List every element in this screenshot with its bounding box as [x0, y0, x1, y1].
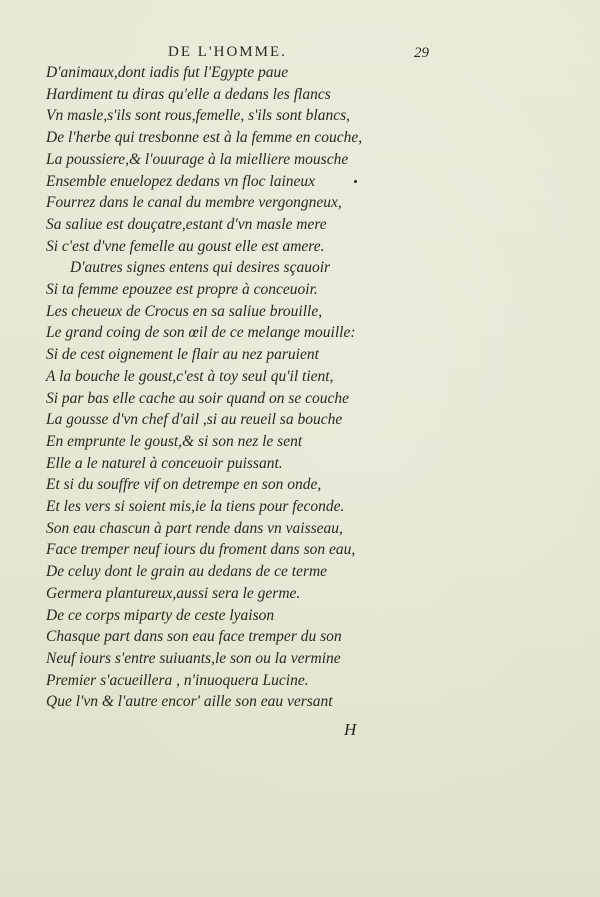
verse-line: D'autres signes entens qui desires sçauoir — [70, 259, 331, 277]
verse-line: A la bouche le goust,c'est à toy seul qu'il tient, — [46, 367, 334, 385]
verse-line: La gousse d'vn chef d'ail ,si au reueil sa bouche — [46, 411, 343, 429]
verse-line: De ce corps miparty de ceste lyaison — [46, 606, 275, 624]
verse-line: Si par bas elle cache au soir quand on se couche — [46, 389, 350, 407]
verse-line: Son eau chascun à part rende dans vn vaisseau, — [46, 519, 343, 537]
verse-line: Les cheueux de Crocus en sa saliue brouille, — [46, 302, 323, 320]
verse-line: Et les vers si soient mis,ie la tiens pour feconde. — [46, 498, 345, 515]
verse-line: Si c'est d'vne femelle au goust elle est amere. — [46, 237, 325, 255]
verse-line: Hardiment tu diras qu'elle a dedans les flancs — [46, 85, 331, 103]
running-head: DE L'HOMME. — [168, 44, 287, 60]
verse-line: Neuf iours s'entre suiuants,le son ou la vermine — [46, 649, 341, 667]
verse-line: Premier s'acueillera , n'inuoquera Lucine. — [46, 671, 309, 689]
verse-line: Sa saliue est douçatre,estant d'vn masle mere — [46, 215, 327, 233]
verse-line: Vn masle,s'ils sont rous,femelle, s'ils sont blancs, — [46, 107, 350, 125]
verse-line: De celuy dont le grain au dedans de ce terme — [46, 563, 328, 581]
verse-line: En emprunte le goust,& si son nez le sent — [46, 432, 303, 450]
verse-line: La poussiere,& l'ouurage à la mielliere mousche — [46, 150, 349, 168]
verse-line: Que l'vn & l'autre encor' aille son eau versant — [46, 693, 333, 711]
verse-line: Le grand coing de son œil de ce melange mouille: — [46, 324, 356, 342]
verse-line: Chasque part dans son eau face tremper du son — [46, 628, 342, 646]
verse-line: Si ta femme epouzee est propre à conceuoir. — [46, 281, 318, 298]
verse-line: Et si du souffre vif on detrempe en son onde, — [46, 476, 322, 494]
verse-line: D'animaux,dont iadis fut l'Egypte paue — [46, 64, 289, 81]
verse-line: Germera plantureux,aussi sera le germe. — [46, 584, 301, 602]
page-number: 29 — [414, 45, 429, 61]
verse-line: Fourrez dans le canal du membre vergongneux, — [46, 194, 342, 212]
verse-line: Ensemble enuelopez dedans vn floc laineux — [46, 172, 316, 190]
verse-line: Si de cest oignement le flair au nez paruient — [46, 346, 319, 364]
verse-line: Face tremper neuf iours du froment dans son eau, — [46, 541, 356, 559]
signature-mark: H — [344, 720, 357, 739]
verse-line: De l'herbe qui tresbonne est à la femme en couche, — [46, 129, 363, 147]
verse-line: Elle a le naturel à conceuoir puissant. — [46, 454, 283, 472]
ink-speck — [354, 180, 357, 183]
